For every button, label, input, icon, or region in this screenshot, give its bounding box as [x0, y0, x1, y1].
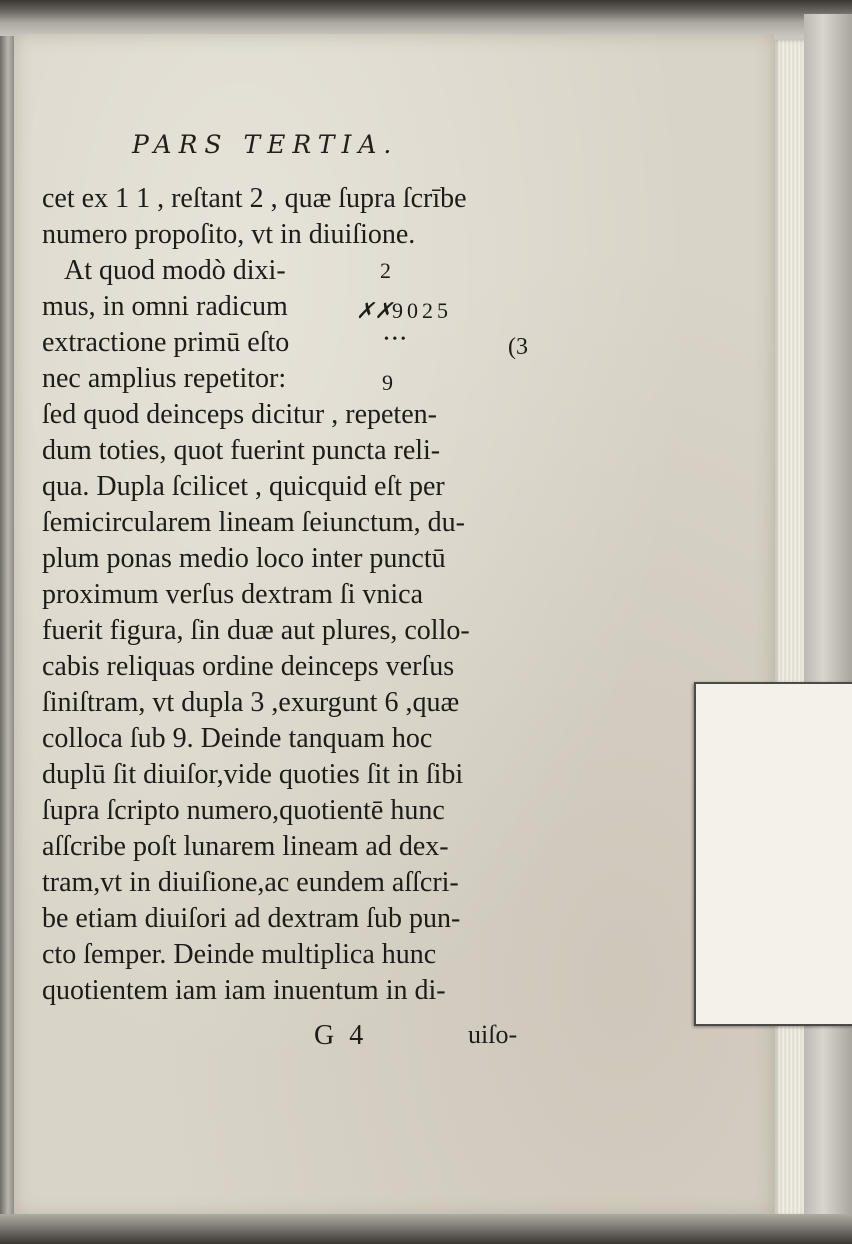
text-line: cet ex 1 1 , reſtant 2 , quæ ſupra ſcrībe: [42, 183, 467, 214]
example-bottom-digit: 9: [382, 370, 393, 395]
text-line: dum toties, quot fuerint puncta reli-: [42, 435, 441, 466]
text-line: tram,vt in diuiſione,ac eundem aſſcri-: [42, 867, 459, 898]
text-line: ſemicircularem lineam ſeiunctum, du-: [42, 507, 465, 538]
text-line: qua. Dupla ſcilicet , quicquid eſt per: [42, 471, 445, 502]
text-line: duplū ſit diuiſor,vide quoties ſit in ſibi: [42, 759, 464, 790]
top-edge: [0, 0, 852, 36]
cover-edge: [804, 14, 852, 1230]
text-line: proximum verſus dextram ſi vnica: [42, 579, 424, 610]
example-top-digit: 2: [380, 258, 391, 283]
signature-mark: G 4: [314, 1020, 368, 1051]
text-line: fuerit figura, ſin duæ aut plures, collo-: [42, 615, 470, 646]
page-edges: [774, 40, 804, 1216]
text-line: ſupra ſcripto numero,quotientē hunc: [42, 795, 445, 826]
text-line: ſed quod deinceps dicitur , repeten-: [42, 399, 437, 430]
catchword: uiſo-: [468, 1020, 518, 1049]
running-header: PARS TERTIA.: [132, 130, 399, 159]
text-line: ſiniſtram, vt dupla 3 ,exurgunt 6 ,quæ: [42, 687, 460, 718]
text-line: At quod modò dixi-: [64, 255, 286, 286]
text-line: nec amplius repetitor:: [42, 363, 287, 394]
example-dots: • • •: [384, 332, 406, 347]
example-crossed-digits: ✗✗: [356, 298, 393, 323]
text-line: cabis reliquas ordine deinceps verſus: [42, 651, 455, 682]
text-line: mus, in omni radicum: [42, 291, 288, 322]
paper-slip: [694, 682, 852, 1026]
text-line: be etiam diuiſori ad dextram ſub pun-: [42, 903, 461, 934]
text-line: numero propoſito, vt in diuiſione.: [42, 219, 416, 250]
text-line: aſſcribe poſt lunarem lineam ad dex-: [42, 831, 449, 862]
bottom-edge: [0, 1214, 852, 1244]
text-line: extractione primū eſto: [42, 327, 290, 358]
text-line: cto ſemper. Deinde multiplica hunc: [42, 939, 437, 970]
example-number: 9025: [392, 298, 452, 323]
text-line: plum ponas medio loco inter punctū: [42, 543, 446, 574]
text-line: quotientem iam iam inuentum in di-: [42, 975, 446, 1006]
text-line: colloca ſub 9. Deinde tanquam hoc: [42, 723, 433, 754]
example-root-paren: (3: [508, 334, 528, 360]
